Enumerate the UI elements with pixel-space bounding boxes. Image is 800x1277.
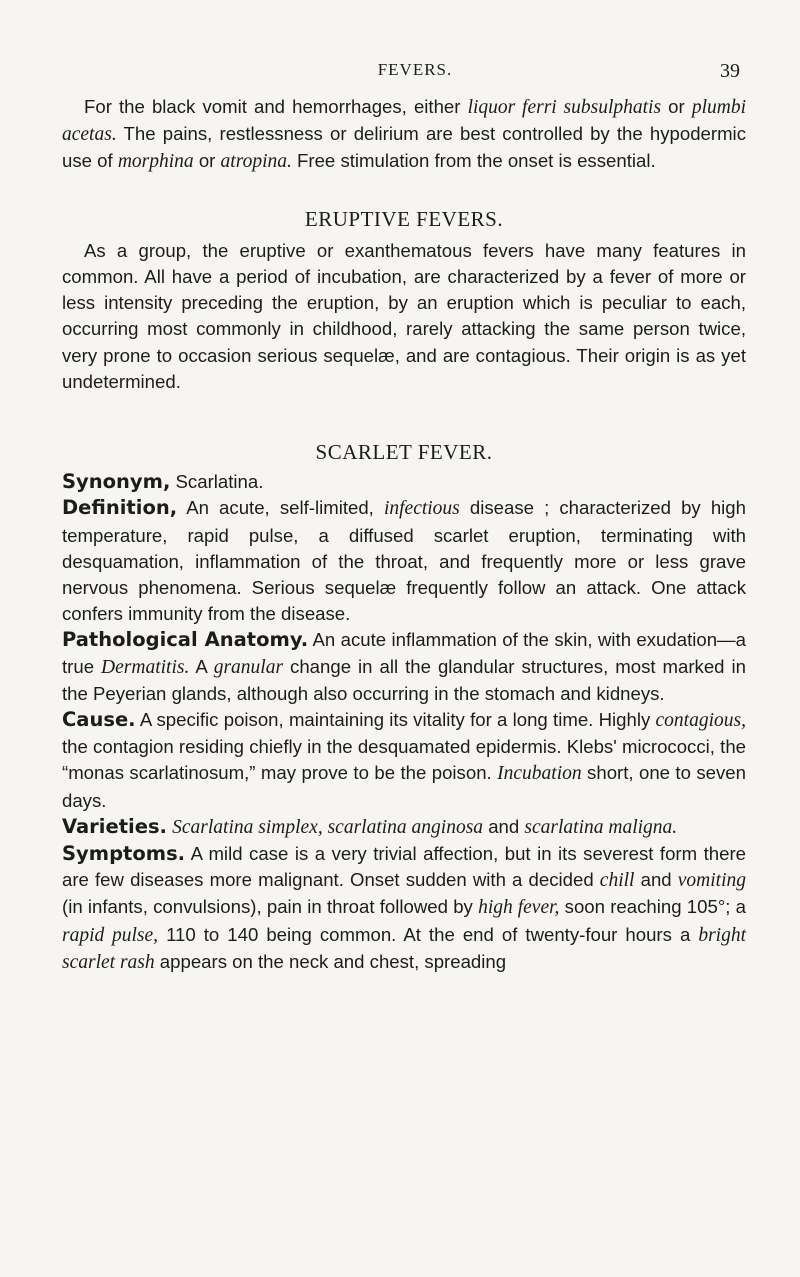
italic-term: Scarlatina simplex, scarlatina anginosa — [172, 816, 484, 838]
entry-term: Definition, — [62, 496, 178, 520]
text-run: Scarlatina. — [170, 471, 264, 493]
definition-entry — [62, 495, 746, 627]
italic-term: chill — [599, 870, 635, 892]
body-text — [62, 94, 746, 976]
text-run: 110 to 140 being common. At the end of twenty-four hours a — [158, 923, 699, 945]
italic-term: rapid pulse, — [62, 924, 159, 946]
text-run: appears on the neck and chest, spreading — [154, 950, 507, 972]
running-head — [90, 60, 740, 80]
italic-term: Dermatitis. — [101, 656, 190, 678]
text-run: The pains, restlessness or delirium are best controlled by the hypodermic use of — [62, 123, 746, 172]
intro-paragraph — [62, 94, 746, 176]
text-run: change in all the glandular structures, most marked in the Peyerian glands, although also occurring in the stomach and kidneys. — [62, 655, 746, 704]
text-run: Free stimulation from the onset is essential. — [291, 150, 656, 172]
text-run: the contagion residing chiefly in the desquamated epidermis. Klebs' micrococci, the “monas scarlatinosum,” may prove to be the poison. — [62, 736, 746, 784]
section-heading-eruptive: ERUPTIVE FEVERS. — [304, 206, 504, 231]
entry-term: Pathological Anatomy. — [62, 628, 309, 652]
text-run: An acute inflammation of the skin, with exudation—a true — [62, 629, 746, 677]
italic-term: morphina — [117, 151, 194, 173]
pathology-entry — [62, 627, 746, 707]
text-run: disease ; characterized by high temperature, rapid pulse, a diffused scarlet eruption, terminating with desquamation, inflammation of the throat, and frequently more or less grave nervous phenomena. Serious sequelæ frequently follow an attack. One attack confers immunity from the disease. — [62, 497, 746, 625]
text-run: An acute, self-limited, — [177, 497, 384, 519]
entry-term: Symptoms. — [62, 842, 186, 866]
varieties-entry — [62, 814, 746, 841]
text-run: A specific poison, maintaining its vitality for a long time. Highly — [135, 709, 656, 731]
text-run: A — [189, 655, 214, 677]
entry-term: Cause. — [62, 708, 136, 732]
italic-term: plumbi acetas. — [62, 97, 746, 146]
text-run: or — [661, 96, 692, 117]
text-run: (in infants, convulsions), pain in throat followed by — [62, 896, 479, 918]
text-run: A mild case is a very trivial affection, but in its severest form there are few diseases more malignant. Onset sudden with a decided — [62, 843, 746, 891]
italic-term: atropina. — [220, 151, 292, 173]
italic-term: liquor ferri subsulphatis — [467, 97, 662, 118]
italic-term: scarlatina maligna. — [524, 816, 678, 838]
entry-term: Varieties. — [62, 814, 167, 838]
text-run: and — [483, 815, 525, 837]
italic-term: vomiting — [677, 870, 747, 892]
italic-term: high fever, — [478, 897, 560, 919]
text-run: short, one to seven days. — [62, 762, 746, 811]
text-run: and — [634, 869, 678, 891]
text-run: For the black vomit and hemorrhages, either — [84, 96, 468, 117]
cause-entry — [62, 707, 746, 814]
italic-term: granular — [213, 656, 284, 678]
italic-term: infectious — [383, 498, 460, 520]
eruptive-paragraph: As a group, the eruptive or exanthematous fevers have many features in common. All have a period of incubation, are characterized by a fever of more or less intensity preceding the eruption, by an eruption which is peculiar to each, occurring most commonly in childhood, rarely attacking the same person twice, very prone to occasion serious sequelæ, and are contagious. Their origin is as yet undetermined. — [62, 239, 746, 392]
page-number: 39 — [720, 60, 740, 82]
symptoms-entry — [62, 841, 746, 976]
text-run: or — [193, 150, 221, 172]
section-heading-scarlet: SCARLET FEVER. — [315, 440, 493, 465]
synonym-entry — [62, 469, 746, 495]
running-title: FEVERS. — [377, 60, 453, 79]
entry-term: Synonym, — [62, 470, 171, 494]
italic-term: contagious, — [655, 710, 746, 732]
italic-term: bright scarlet rash — [62, 924, 747, 973]
text-run: soon reaching 105°; a — [559, 896, 747, 918]
italic-term: Incubation — [497, 763, 582, 785]
